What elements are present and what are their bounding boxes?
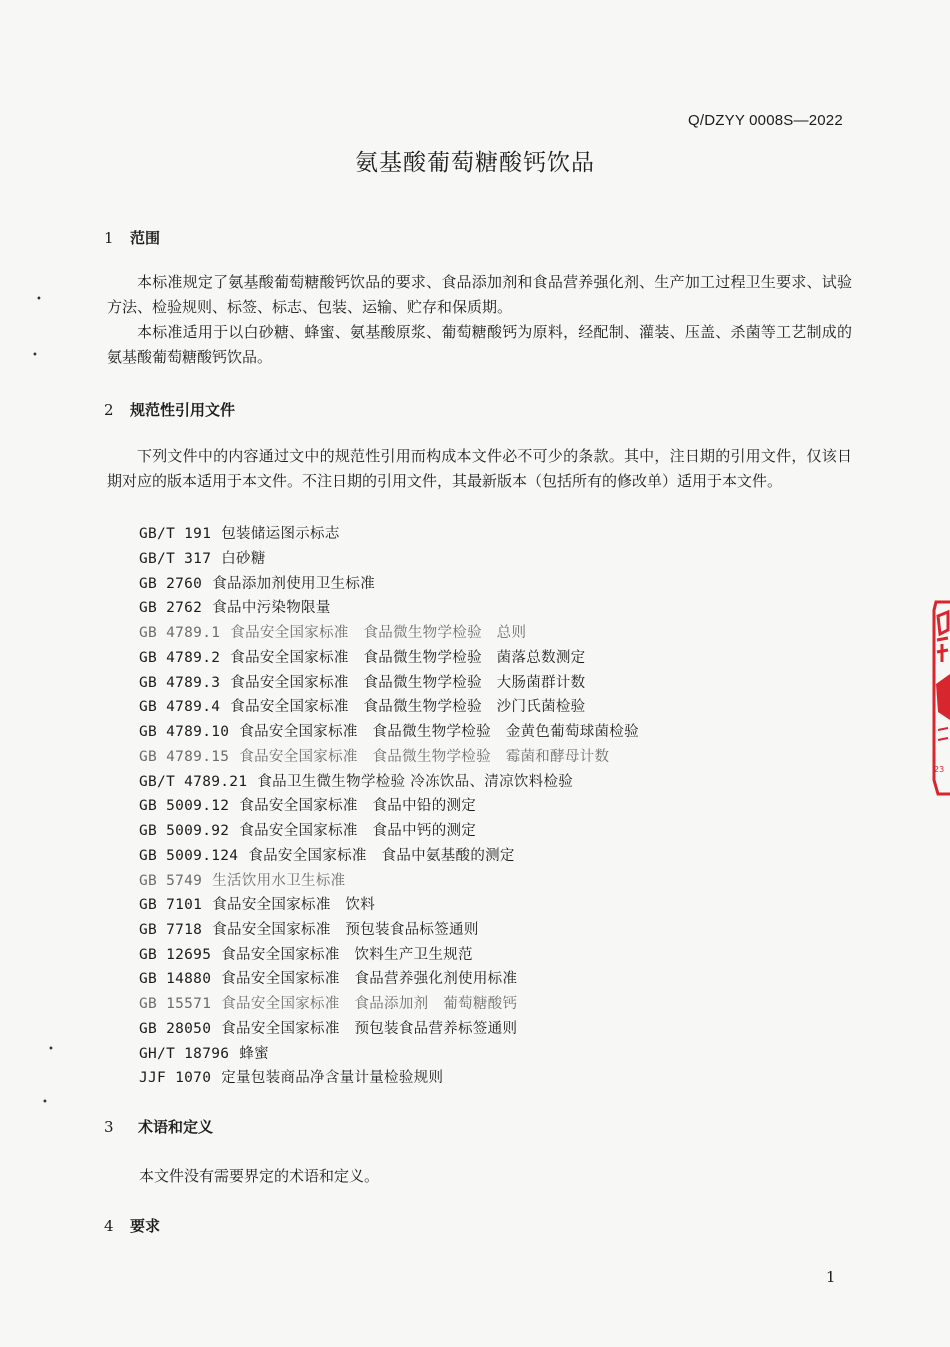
terms-text: 本文件没有需要界定的术语和定义。	[139, 1167, 380, 1185]
reference-title: 食品安全国家标准 食品中氨基酸的测定	[248, 848, 515, 864]
reference-title: 食品安全国家标准 食品中铅的测定	[239, 798, 477, 814]
svg-text:23: 23	[934, 765, 945, 774]
reference-item	[139, 572, 375, 593]
reference-item	[139, 967, 517, 988]
reference-code: GB 5009.92	[139, 823, 230, 839]
reference-item	[139, 918, 479, 939]
section-title: 规范性引用文件	[130, 401, 236, 419]
reference-code: GB 2760	[139, 576, 203, 592]
reference-title: 定量包装商品净含量计量检验规则	[221, 1070, 444, 1086]
section-title: 要求	[130, 1217, 161, 1235]
section-number: 4	[104, 1217, 114, 1235]
reference-item	[139, 943, 473, 964]
reference-title: 食品安全国家标准 食品微生物学检验 金黄色葡萄球菌检验	[239, 724, 639, 740]
section-number: 1	[104, 229, 114, 247]
reference-title: 食品安全国家标准 饮料生产卫生规范	[221, 947, 473, 963]
reference-item	[139, 1017, 517, 1038]
reference-code: GB/T 317	[139, 551, 212, 567]
scan-mark: •	[36, 294, 42, 305]
reference-code: GB 4789.15	[139, 749, 230, 765]
reference-code: GB 14880	[139, 971, 212, 987]
reference-code: GB 4789.10	[139, 724, 230, 740]
scan-mark: •	[32, 350, 38, 361]
section-2-heading	[104, 399, 235, 420]
reference-code: GB 7718	[139, 922, 203, 938]
section-number: 3	[104, 1118, 114, 1136]
reference-item	[139, 720, 639, 741]
reference-title: 食品安全国家标准 食品营养强化剂使用标准	[221, 971, 518, 987]
reference-title: 食品安全国家标准 食品添加剂 葡萄糖酸钙	[221, 996, 518, 1012]
reference-item	[139, 794, 476, 815]
reference-item	[139, 1042, 269, 1063]
reference-code: GB 5749	[139, 873, 203, 889]
reference-code: GB 15571	[139, 996, 212, 1012]
scope-paragraph-1: 本标准规定了氨基酸葡萄糖酸钙饮品的要求、食品添加剂和食品营养强化剂、生产加工过程卫生要求、试验方法、检验规则、标签、标志、包装、运输、贮存和保质期。	[107, 273, 852, 316]
scan-mark: •	[48, 1044, 54, 1055]
reference-title: 食品安全国家标准 食品微生物学检验 沙门氏菌检验	[230, 699, 586, 715]
reference-code: GB 7101	[139, 897, 203, 913]
reference-title: 生活饮用水卫生标准	[212, 873, 346, 889]
reference-code: GB 5009.12	[139, 798, 230, 814]
reference-title: 食品中污染物限量	[212, 600, 331, 616]
reference-item	[139, 893, 375, 914]
reference-item	[139, 695, 585, 716]
section-1-heading	[104, 227, 160, 248]
reference-code: GB 5009.124	[139, 848, 239, 864]
references-intro	[107, 444, 852, 494]
reference-code: GB 28050	[139, 1021, 212, 1037]
reference-title: 食品安全国家标准 预包装食品标签通则	[212, 922, 479, 938]
document-title: 氨基酸葡萄糖酸钙饮品	[355, 150, 595, 176]
reference-code: GB/T 191	[139, 526, 212, 542]
reference-title: 食品安全国家标准 食品微生物学检验 霉菌和酵母计数	[239, 749, 610, 765]
reference-code: GB 4789.4	[139, 699, 221, 715]
reference-item	[139, 596, 331, 617]
section-3-heading	[104, 1116, 213, 1137]
scan-mark: •	[42, 1097, 48, 1108]
reference-title: 食品卫生微生物学检验 冷冻饮品、清凉饮料检验	[257, 774, 574, 790]
page-number: 1	[826, 1268, 836, 1286]
reference-title: 食品安全国家标准 食品微生物学检验 大肠菌群计数	[230, 675, 586, 691]
reference-item	[139, 869, 345, 890]
reference-item	[139, 522, 340, 543]
scope-paragraph-2: 本标准适用于以白砂糖、蜂蜜、氨基酸原浆、葡萄糖酸钙为原料，经配制、灌装、压盖、杀菌等工艺制成的氨基酸葡萄糖酸钙饮品。	[107, 323, 852, 366]
reference-title: 食品安全国家标准 食品微生物学检验 总则	[230, 625, 527, 641]
reference-item	[139, 621, 526, 642]
reference-title: 包装储运图示标志	[221, 526, 340, 542]
reference-code: GB 4789.3	[139, 675, 221, 691]
reference-title: 食品安全国家标准 食品中钙的测定	[239, 823, 477, 839]
section-title: 术语和定义	[138, 1118, 214, 1136]
section-title: 范围	[130, 229, 161, 247]
scope-text	[107, 270, 852, 370]
reference-title: 食品添加剂使用卫生标准	[212, 576, 376, 592]
reference-item	[139, 646, 585, 667]
reference-code: GH/T 18796	[139, 1046, 230, 1062]
reference-code: JJF 1070	[139, 1070, 212, 1086]
references-intro-paragraph: 下列文件中的内容通过文中的规范性引用而构成本文件必不可少的条款。其中，注日期的引用文件，仅该日期对应的版本适用于本文件。不注日期的引用文件，其最新版本（包括所有的修改单）适用于本文件。	[107, 447, 852, 490]
reference-item	[139, 671, 585, 692]
reference-code: GB 2762	[139, 600, 203, 616]
reference-item	[139, 745, 609, 766]
reference-item	[139, 547, 266, 568]
reference-item	[139, 770, 573, 791]
reference-item	[139, 844, 515, 865]
section-number: 2	[104, 401, 114, 419]
reference-item	[139, 992, 517, 1013]
reference-item	[139, 819, 476, 840]
reference-title: 食品安全国家标准 预包装食品营养标签通则	[221, 1021, 518, 1037]
reference-title: 食品安全国家标准 饮料	[212, 897, 376, 913]
reference-code: GB 4789.1	[139, 625, 221, 641]
reference-code: GB/T 4789.21	[139, 774, 248, 790]
document-code: Q/DZYY 0008S—2022	[688, 112, 843, 129]
reference-title: 食品安全国家标准 食品微生物学检验 菌落总数测定	[230, 650, 586, 666]
seal-stamp-icon	[928, 600, 950, 796]
reference-item	[139, 1066, 443, 1087]
reference-code: GB 12695	[139, 947, 212, 963]
reference-title: 蜂蜜	[239, 1046, 269, 1062]
reference-title: 白砂糖	[221, 551, 266, 567]
section-4-heading	[104, 1215, 160, 1236]
reference-code: GB 4789.2	[139, 650, 221, 666]
